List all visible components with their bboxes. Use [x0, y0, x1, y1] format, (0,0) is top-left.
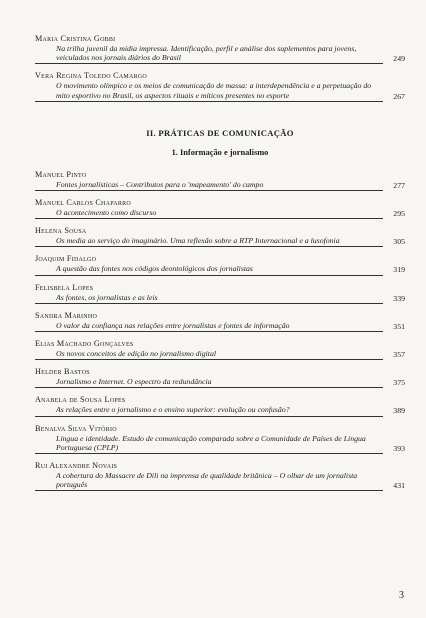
- entry-title: O movimento olímpico e os meios de comunicação de massa: a interdependência e a perpetuação do mito esportivo no Brasil, os aspectos rituais e míticos presentes no esporte: [35, 81, 383, 101]
- entry-title: Os novos conceitos de edição no jornalismo digital: [35, 349, 383, 360]
- page-number: 3: [399, 590, 404, 601]
- entry-author: Maria Cristina Gobbi: [35, 34, 116, 43]
- entry-title-row: [35, 321, 405, 332]
- entry-author: Helder Bastos: [35, 367, 90, 377]
- entry-title-row: [35, 377, 405, 388]
- toc-entry: [35, 339, 405, 360]
- entry-author: Anabela de Sousa Lopes: [35, 395, 126, 405]
- toc-entry: [35, 283, 405, 304]
- toc-entry: [35, 226, 405, 247]
- entry-title-row: [35, 236, 405, 247]
- entry-title: Os media ao serviço do imaginário. Uma reflexão sobre a RTP Internacional e a lusofonia: [35, 236, 383, 247]
- entry-author: Felisbela Lopes: [35, 282, 94, 292]
- entry-page-number: 267: [393, 91, 405, 101]
- entry-page-number: 351: [393, 321, 405, 331]
- entry-title-row: [35, 44, 405, 64]
- toc-entry: [35, 395, 405, 416]
- entry-title-row: [35, 180, 405, 191]
- entry-title: Na trilha juvenil da mídia impressa. Identificação, perfil e análise dos suplementos para jovens, veiculados nos jornais diários do Brasil: [35, 44, 383, 64]
- entry-title: A cobertura do Massacre de Dili na imprensa de qualidade britânica – O olhar de um jornalista português: [35, 471, 383, 491]
- entry-author: Elias Machado Gonçalves: [35, 339, 134, 349]
- toc-content: [35, 34, 405, 498]
- entry-title: As fontes, os jornalistas e as leis: [35, 293, 383, 304]
- entry-title-row: [35, 81, 405, 101]
- entry-title: O valor da confiança nas relações entre jornalistas e fontes de informação: [35, 321, 383, 332]
- entry-title: Jornalismo e Internet. O espectro da redundância: [35, 377, 383, 388]
- entry-page-number: 319: [393, 265, 405, 275]
- entry-author: Joaquim Fidalgo: [35, 254, 97, 264]
- entry-author: Sandra Marinho: [35, 310, 98, 320]
- toc-entry: [35, 71, 405, 101]
- entry-title: Fontes jornalísticas – Contributos para o 'mapeamento' do campo: [35, 180, 383, 191]
- entry-page-number: 431: [393, 481, 405, 491]
- toc-entry: [35, 367, 405, 388]
- toc-entry: [35, 198, 405, 219]
- entry-title-row: [35, 434, 405, 454]
- entry-page-number: 339: [393, 293, 405, 303]
- entry-author: Rui Alexandre Novais: [35, 461, 118, 471]
- entry-title-row: [35, 264, 405, 275]
- entry-title: Língua e identidade. Estudo de comunicação comparada sobre a Comunidade de Países de Língua Portuguesa (CPLP): [35, 434, 383, 454]
- entry-page-number: 375: [393, 378, 405, 388]
- entry-page-number: 305: [393, 237, 405, 247]
- toc-entry: [35, 34, 405, 64]
- entry-title-row: [35, 293, 405, 304]
- entry-author: Helena Sousa: [35, 226, 87, 236]
- entry-page-number: 295: [393, 209, 405, 219]
- entry-title: O acontecimento como discurso: [35, 208, 383, 219]
- entry-author: Manuel Pinto: [35, 169, 87, 179]
- toc-entry: [35, 254, 405, 275]
- entry-page-number: 389: [393, 406, 405, 416]
- entry-title-row: [35, 471, 405, 491]
- entry-title-row: [35, 405, 405, 416]
- entry-author: Benalva Silva Vitório: [35, 423, 117, 433]
- entry-title-row: [35, 208, 405, 219]
- subsection-heading: 1. Informação e jornalismo: [171, 147, 269, 157]
- toc-entry: [35, 424, 405, 454]
- entry-page-number: 393: [393, 443, 405, 453]
- toc-entry: [35, 311, 405, 332]
- toc-entry: [35, 170, 405, 191]
- entry-title: As relações entre o jornalismo e o ensino superior: evolução ou confusão?: [35, 405, 383, 416]
- entry-author: Manuel Carlos Chaparro: [35, 198, 131, 208]
- entry-page-number: 357: [393, 350, 405, 360]
- entry-author: Vera Regina Toledo Camargo: [35, 71, 147, 81]
- entry-page-number: 249: [393, 54, 405, 64]
- toc-entry: [35, 461, 405, 491]
- section-heading: II. PRÁTICAS DE COMUNICAÇÃO: [146, 127, 294, 138]
- entry-page-number: 277: [393, 180, 405, 190]
- entry-title: A questão das fontes nos códigos deontológicos dos jornalistas: [35, 264, 383, 275]
- entry-title-row: [35, 349, 405, 360]
